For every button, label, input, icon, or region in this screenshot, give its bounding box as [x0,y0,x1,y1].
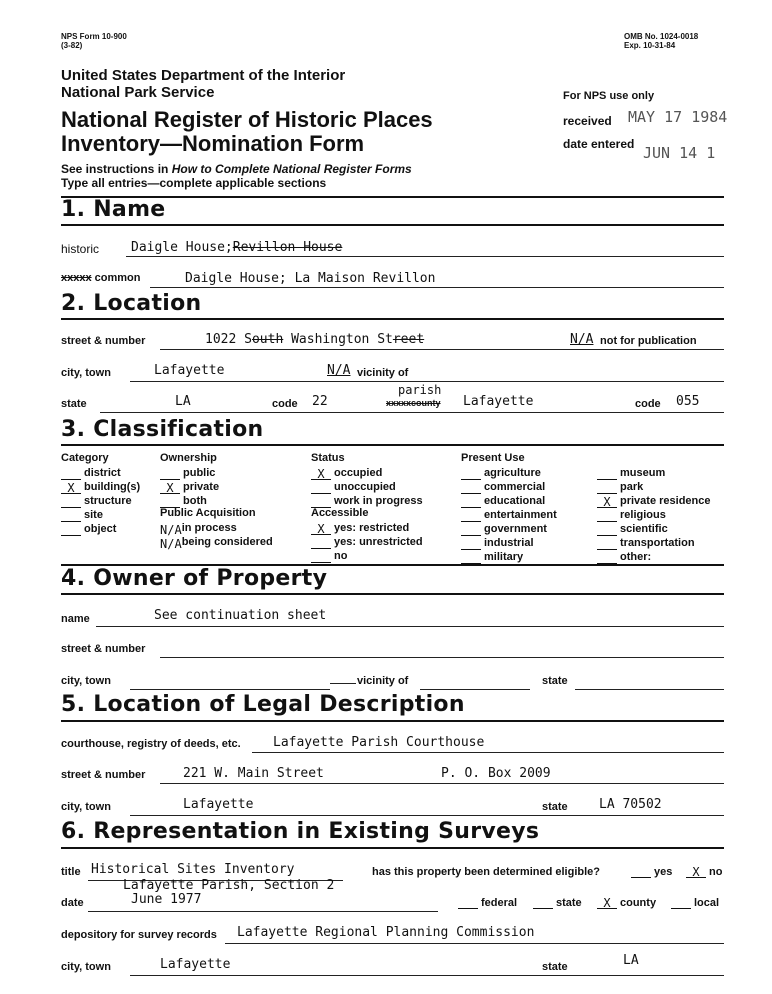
present-use-mark [461,469,481,480]
legal-street-value: 221 W. Main Street [183,766,324,781]
depository-value: Lafayette Regional Planning Commission [237,925,535,940]
state-option-label: state [556,897,582,909]
status-option [311,480,423,494]
present-use-label: government [484,523,547,535]
eligible-yes-option [631,866,672,878]
depository-label: depository for survey records [61,929,217,941]
present-use-label: private residence [620,495,711,507]
ownership-list [160,466,219,508]
status-list [311,466,423,508]
street-part-1: 1022 S [205,332,252,347]
county-prefix-struck: xxxxx [386,398,412,408]
present-use-option [597,536,711,550]
category-option [61,494,140,508]
status-header: Status [311,452,345,464]
form-title-line2: Inventory—Nomination Form [61,131,365,156]
ownership-label: private [183,481,220,493]
present-use-header: Present Use [461,452,525,464]
state-blank [533,898,553,909]
county-label-text: county [411,398,441,408]
instructions-title: How to Complete National Register Forms [171,162,412,176]
county-mark: X [597,898,617,909]
survey-city-label: city, town [61,961,111,973]
present-use-mark: X [597,497,617,508]
street-number-label: street & number [61,335,146,347]
accessible-mark [311,552,331,563]
accessible-label: no [334,550,348,562]
owner-name-label: name [61,613,90,625]
ownership-label: both [183,495,207,507]
instructions-line1 [61,162,412,176]
city-town-label: city, town [61,367,111,379]
survey-title-value: Historical Sites Inventory [91,862,295,877]
accessible-mark: X [311,524,331,535]
code-value: 22 [312,394,328,409]
status-option [311,494,423,508]
instructions-prefix: See instructions in [61,162,172,176]
parish-handwritten: parish [398,383,442,397]
city-town-value: Lafayette [154,363,225,378]
present-use-mark [461,539,481,550]
present-use-option [461,536,557,550]
present-use-label: park [620,481,644,493]
owner-name-value: See continuation sheet [154,608,327,623]
ownership-header: Ownership [160,452,217,464]
present-use-mark [597,469,617,480]
status-label: unoccupied [334,481,396,493]
present-use-option [461,550,557,564]
category-mark [61,469,81,480]
category-option [61,508,140,522]
section-6-title: 6. Representation in Existing Surveys [61,819,540,844]
acquisition-mark: N/A [160,537,182,551]
survey-state-option [533,897,582,909]
department-name: United States Department of the Interior [61,67,346,84]
present-use-label: agriculture [484,467,541,479]
state-label: state [61,398,87,410]
code2-value: 055 [676,394,700,409]
section-4-title: 4. Owner of Property [61,566,328,591]
eligible-no-option [686,866,722,878]
expiration-date: Exp. 10-31-84 [624,41,676,50]
ownership-option [160,494,219,508]
present-use-mark [461,483,481,494]
status-label: occupied [334,467,383,479]
acquisition-header: Public Acquisition [160,507,256,519]
acquisition-label: in process [181,522,237,534]
present-use-mark [597,483,617,494]
courthouse-label: courthouse, registry of deeds, etc. [61,738,241,750]
status-mark: X [311,469,331,480]
legal-city-label: city, town [61,801,111,813]
not-for-publication-label: not for publication [600,335,697,347]
survey-title-label: title [61,866,81,878]
owner-city-label: city, town [61,675,111,687]
legal-state-value: LA 70502 [599,797,662,812]
status-label: work in progress [334,495,423,507]
ownership-mark: X [160,483,180,494]
local-label: local [694,897,720,909]
category-option [61,480,140,494]
accessible-header: Accessible [311,507,369,519]
accessible-option [311,549,423,563]
historic-value [131,240,342,255]
status-mark [311,483,331,494]
survey-local-option [671,897,719,909]
common-label-text: common [94,272,141,284]
street-part-struck-2: reet [392,332,425,347]
date-entered-stamp: JUN 14 1 [643,144,716,162]
acquisition-option [160,535,273,549]
present-use-label: religious [620,509,666,521]
present-use-option [597,508,711,522]
present-use-option [461,494,557,508]
present-use-mark [461,553,481,564]
category-mark [61,525,81,536]
not-for-publication-mark: N/A [570,332,594,347]
survey-state-label: state [542,961,568,973]
date-entered-label: date entered [563,137,635,151]
county-option-label: county [620,897,657,909]
acquisition-option [160,521,273,535]
category-label: site [84,509,103,521]
survey-state-value: LA [623,953,639,968]
present-use-list-a [461,466,557,564]
street-part-struck: outh [251,332,284,347]
category-option [61,522,140,536]
present-use-label: commercial [484,481,546,493]
section-5-title: 5. Location of Legal Description [61,692,465,717]
accessible-label: yes: unrestricted [334,536,423,548]
local-blank [671,898,691,909]
present-use-label: industrial [484,537,534,549]
present-use-label: transportation [620,537,695,549]
survey-county-option [597,897,656,909]
present-use-label: scientific [620,523,668,535]
nps-use-only: For NPS use only [563,90,655,102]
common-label [61,272,141,284]
survey-city-value: Lafayette [160,957,231,972]
present-use-label: military [484,551,524,563]
present-use-option [597,494,711,508]
present-use-mark [597,525,617,536]
form-title-line1: National Register of Historic Places [61,107,433,132]
present-use-mark [461,511,481,522]
section-3-title: 3. Classification [61,417,264,442]
accessible-option [311,535,423,549]
survey-title-value-line2: Lafayette Parish, Section 2 [123,878,335,893]
eligible-no-mark: X [686,867,706,878]
category-label: structure [84,495,132,507]
category-label: district [84,467,121,479]
present-use-label: museum [620,467,666,479]
county-value: Lafayette [463,394,534,409]
historic-name-struck: Revillon House [232,240,343,255]
present-use-option [597,522,711,536]
eligible-no-label: no [709,866,723,878]
present-use-mark [597,511,617,522]
category-option [61,466,140,480]
instructions-line2: Type all entries—complete applicable sections [61,176,327,190]
historic-name: Daigle House; [131,240,233,255]
service-name: National Park Service [61,84,215,101]
form-revision: (3-82) [61,41,83,50]
status-option [311,466,423,480]
present-use-option [597,466,711,480]
street-number-value [205,332,424,347]
legal-state-label: state [542,801,568,813]
present-use-mark [461,525,481,536]
section-1-title: 1. Name [61,197,166,222]
common-prefix-struck: xxxxx [61,272,92,284]
eligible-question: has this property been determined eligible? [372,866,600,878]
received-label: received [563,114,612,128]
survey-federal-option [458,897,517,909]
code2-label: code [635,398,661,410]
category-list [61,466,140,536]
category-mark: X [61,483,81,494]
accessible-list [311,521,423,563]
acquisition-label: being considered [181,536,273,548]
category-mark [61,511,81,522]
present-use-option [461,466,557,480]
federal-label: federal [481,897,518,909]
ownership-option [160,466,219,480]
survey-date-value: June 1977 [131,892,202,907]
federal-blank [458,898,478,909]
present-use-option [597,480,711,494]
vicinity-mark: N/A [327,363,351,378]
street-part-2: Washington St [283,332,393,347]
received-stamp: MAY 17 1984 [628,108,728,126]
present-use-list-b [597,466,711,564]
acquisition-list [160,521,273,549]
present-use-option [461,522,557,536]
legal-street-label: street & number [61,769,146,781]
owner-street-label: street & number [61,643,146,655]
common-name-value: Daigle House; La Maison Revillon [185,271,436,286]
survey-date-label: date [61,897,84,909]
present-use-option [461,508,557,522]
present-use-label: entertainment [484,509,557,521]
form-number: NPS Form 10-900 [61,32,127,41]
legal-city-value: Lafayette [183,797,254,812]
present-use-option [461,480,557,494]
category-label: building(s) [84,481,141,493]
legal-po-box-value: P. O. Box 2009 [441,766,551,781]
category-header: Category [61,452,109,464]
present-use-mark [461,497,481,508]
present-use-label: educational [484,495,546,507]
owner-vicinity-label: vicinity of [357,675,409,687]
present-use-label: other: [620,551,652,563]
omb-number: OMB No. 1024-0018 [624,32,699,41]
present-use-mark [597,539,617,550]
owner-state-label: state [542,675,568,687]
vicinity-label: vicinity of [357,367,409,379]
state-value: LA [175,394,191,409]
courthouse-value: Lafayette Parish Courthouse [273,735,485,750]
ownership-mark [160,469,180,480]
accessible-option [311,521,423,535]
ownership-label: public [183,467,216,479]
category-label: object [84,523,117,535]
present-use-option [597,550,711,564]
code-label: code [272,398,298,410]
category-mark [61,497,81,508]
accessible-mark [311,538,331,549]
acquisition-mark: N/A [160,523,182,537]
section-2-title: 2. Location [61,291,202,316]
present-use-mark [597,553,617,564]
eligible-yes-blank [631,867,651,878]
ownership-option [160,480,219,494]
accessible-label: yes: restricted [334,522,410,534]
eligible-yes-label: yes [654,866,673,878]
county-label [386,398,441,408]
historic-label: historic [61,242,100,256]
